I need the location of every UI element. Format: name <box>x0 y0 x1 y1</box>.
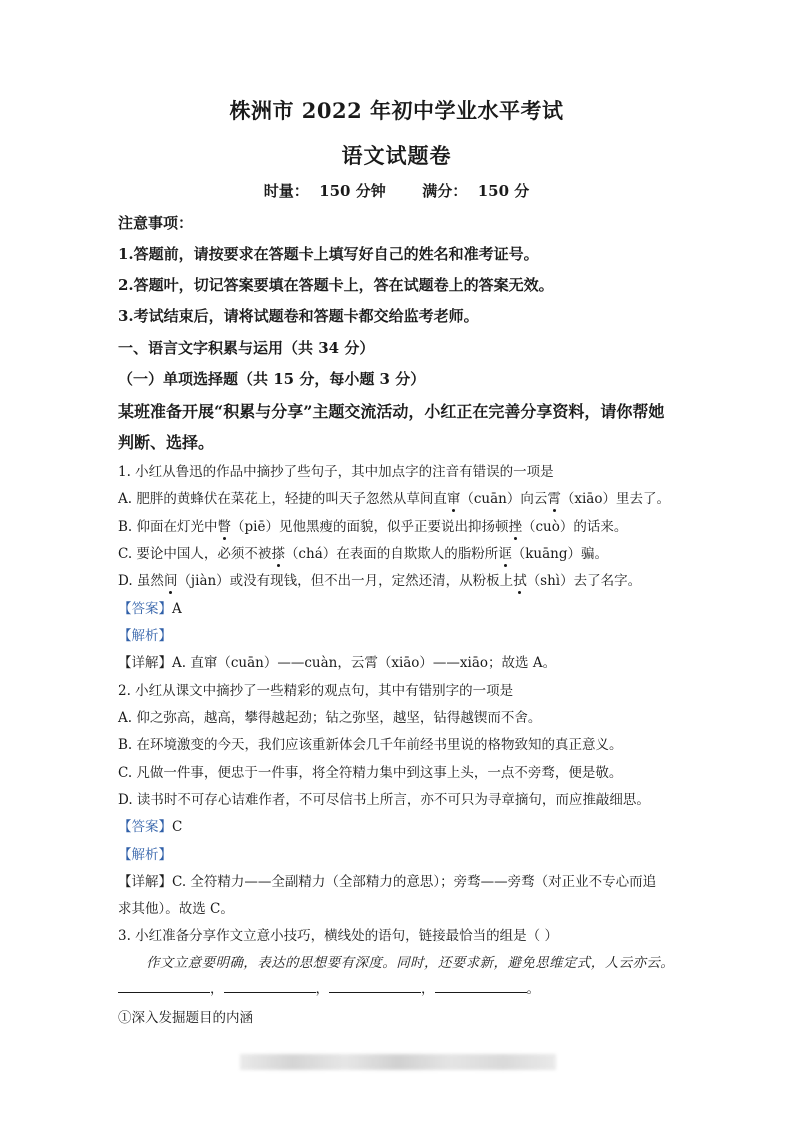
emphasis-char: 挫 <box>508 519 522 535</box>
q1-option-d: D. 虽然间（jiàn）或没有现钱，但不出一月，定然还清，从粉板上拭（shì）去了名字。 <box>118 573 642 589</box>
blank-line <box>435 980 527 993</box>
detail-tag: 【详解】 <box>118 655 172 671</box>
notes-heading: 注意事项： <box>118 214 194 232</box>
q3-blanks: ， ， ， 。 <box>118 977 540 997</box>
blank-line <box>224 980 316 993</box>
q2-analysis-tag: 【解析】 <box>118 847 172 863</box>
emphasis-char: 间 <box>163 573 178 589</box>
detail-text: A. 直窜（cuān）——cuàn，云霄（xiāo）——xiāo；故选 A。 <box>172 655 557 671</box>
exam-meta: 时量： 150 分钟 满分： 150 分 <box>263 182 530 200</box>
blank-line <box>329 980 421 993</box>
answer-tag: 【答案】 <box>118 819 172 835</box>
exam-subtitle: 语文试题卷 <box>341 143 452 168</box>
q3-stem: 3. 小红准备分享作文立意小技巧，横线处的语句，链接最恰当的组是（ ） <box>118 928 558 944</box>
emphasis-char: 瞥 <box>217 519 232 535</box>
q2-option-d: D. 读书时不可存心诘难作者，不可尽信书上所言，亦不可只为寻章摘句，而应推敲细思。 <box>118 792 650 808</box>
emphasis-char: 窜 <box>446 491 461 507</box>
q1-option-a: A. 肥胖的黄蜂伏在菜花上，轻捷的叫天子忽然从草间直窜（cuān）向云霄（xiāo）里去了。 <box>118 491 670 507</box>
q3-passage: 作文立意要明确，表达的思想要有深度。同时，还要求新，避免思维定式，人云亦云。 <box>146 955 675 971</box>
detail-text: C. 全符精力——全副精力（全部精力的意思）；旁骛——旁骛（对正业不专心而追 <box>172 874 657 890</box>
q2-option-a: A. 仰之弥高，越高，攀得越起劲；钻之弥坚，越坚，钻得越锲而不舍。 <box>118 710 542 726</box>
blank-line <box>118 980 210 993</box>
q2-option-b: B. 在环境激变的今天，我们应该重新体会几千年前经书里说的格物致知的真正意义。 <box>118 737 623 753</box>
note-item-3: 3.考试结束后，请将试题卷和答题卡都交给监考老师。 <box>118 307 479 325</box>
q1-analysis-tag: 【解析】 <box>118 628 172 644</box>
detail-tag: 【详解】 <box>118 874 172 890</box>
q2-stem: 2. 小红从课文中摘抄了一些精彩的观点句，其中有错别字的一项是 <box>118 683 514 699</box>
emphasis-char: 拭 <box>513 573 527 589</box>
answer-tag: 【答案】 <box>118 601 172 617</box>
section-heading: 一、语言文字积累与运用（共 34 分） <box>118 339 375 357</box>
q1-option-c: C. 要论中国人，必须不被搽（chá）在表面的自欺欺人的脂粉所诓（kuāng）骗。 <box>118 546 609 562</box>
note-item-1: 1.答题前，请按要求在答题卡上填写好自己的姓名和准考证号。 <box>118 245 539 263</box>
exam-title: 株洲市 2022 年初中学业水平考试 <box>229 98 564 123</box>
q2-detail-line-2: 求其他）。故选 C。 <box>118 901 234 917</box>
q2-option-c: C. 凡做一件事，便忠于一件事，将全符精力集中到这事上头，一点不旁骛，便是敬。 <box>118 765 623 781</box>
sub-section-heading: （一）单项选择题（共 15 分，每小题 3 分） <box>118 370 426 388</box>
note-item-2: 2.答题叶，切记答案要填在答题卡上，答在试题卷上的答案无效。 <box>118 276 554 294</box>
q1-stem: 1. 小红从鲁迅的作品中摘抄了些句子，其中加点字的注音有错误的一项是 <box>118 464 554 480</box>
blurred-footer-watermark <box>240 1054 556 1070</box>
q3-item-1: ①深入发掘题目的内涵 <box>118 1010 253 1026</box>
q1-detail <box>118 651 556 671</box>
section-intro-line-2: 判断、选择。 <box>118 433 215 452</box>
q1-answer <box>118 597 182 617</box>
section-intro-line-1: 某班准备开展“积累与分享”主题交流活动，小红正在完善分享资料，请你帮她 <box>118 402 665 421</box>
q2-answer <box>118 815 182 835</box>
emphasis-char: 搽 <box>271 546 285 562</box>
emphasis-char: 诓 <box>498 546 512 562</box>
answer-value: C <box>172 819 183 835</box>
q2-detail-line-1 <box>118 870 656 890</box>
answer-value: A <box>172 601 182 617</box>
emphasis-char: 霄 <box>547 491 561 507</box>
q1-option-b: B. 仰面在灯光中瞥（piē）见他黑瘦的面貌，似乎正要说出抑扬顿挫（cuò）的话来。 <box>118 519 628 535</box>
